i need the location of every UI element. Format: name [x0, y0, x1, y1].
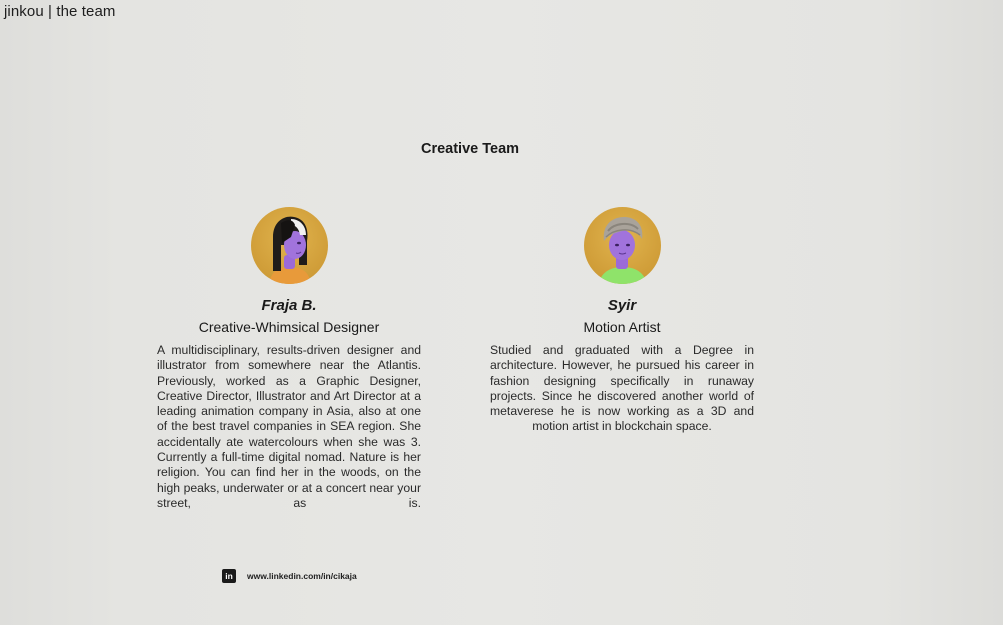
avatar-fraja-illustration [251, 207, 328, 284]
team-member-card [157, 207, 421, 511]
team-member-card [490, 207, 754, 435]
member-name: Syir [607, 297, 637, 314]
member-role: Creative-Whimsical Designer [198, 319, 380, 335]
member-bio: A multidisciplinary, results-driven designer and illustrator from somewhere near the Atlantis. Previously, worked as a Graphic Designer, Creative Director, Illustrator and Art Director at a leading animation company in Asia, also at one of the best travel companies in SEA region. She accidentally ate watercolours when she was 3. Currently a full-time digital nomad. Nature is her religion. You can find her in the woods, on the high peaks, underwater or at a concert near your street, as is. [157, 343, 421, 510]
linkedin-url[interactable]: www.linkedin.com/in/cikaja [247, 571, 357, 581]
member-role: Motion Artist [583, 319, 661, 335]
section-title: Creative Team [420, 141, 520, 157]
avatar-syir-illustration [584, 207, 661, 284]
avatar-syir [584, 207, 661, 284]
linkedin-icon: in [222, 569, 236, 583]
member-name: Fraja B. [261, 297, 317, 314]
linkedin-link[interactable] [222, 569, 357, 583]
member-bio: Studied and graduated with a Degree in architecture. However, he pursued his career in fashion designing specifically in runaway projects. Since he discovered another world of metaverese he is now working as a 3D and motion artist in blockchain space. [490, 343, 754, 434]
avatar-fraja [251, 207, 328, 284]
window-title: jinkou | the team [4, 3, 116, 20]
